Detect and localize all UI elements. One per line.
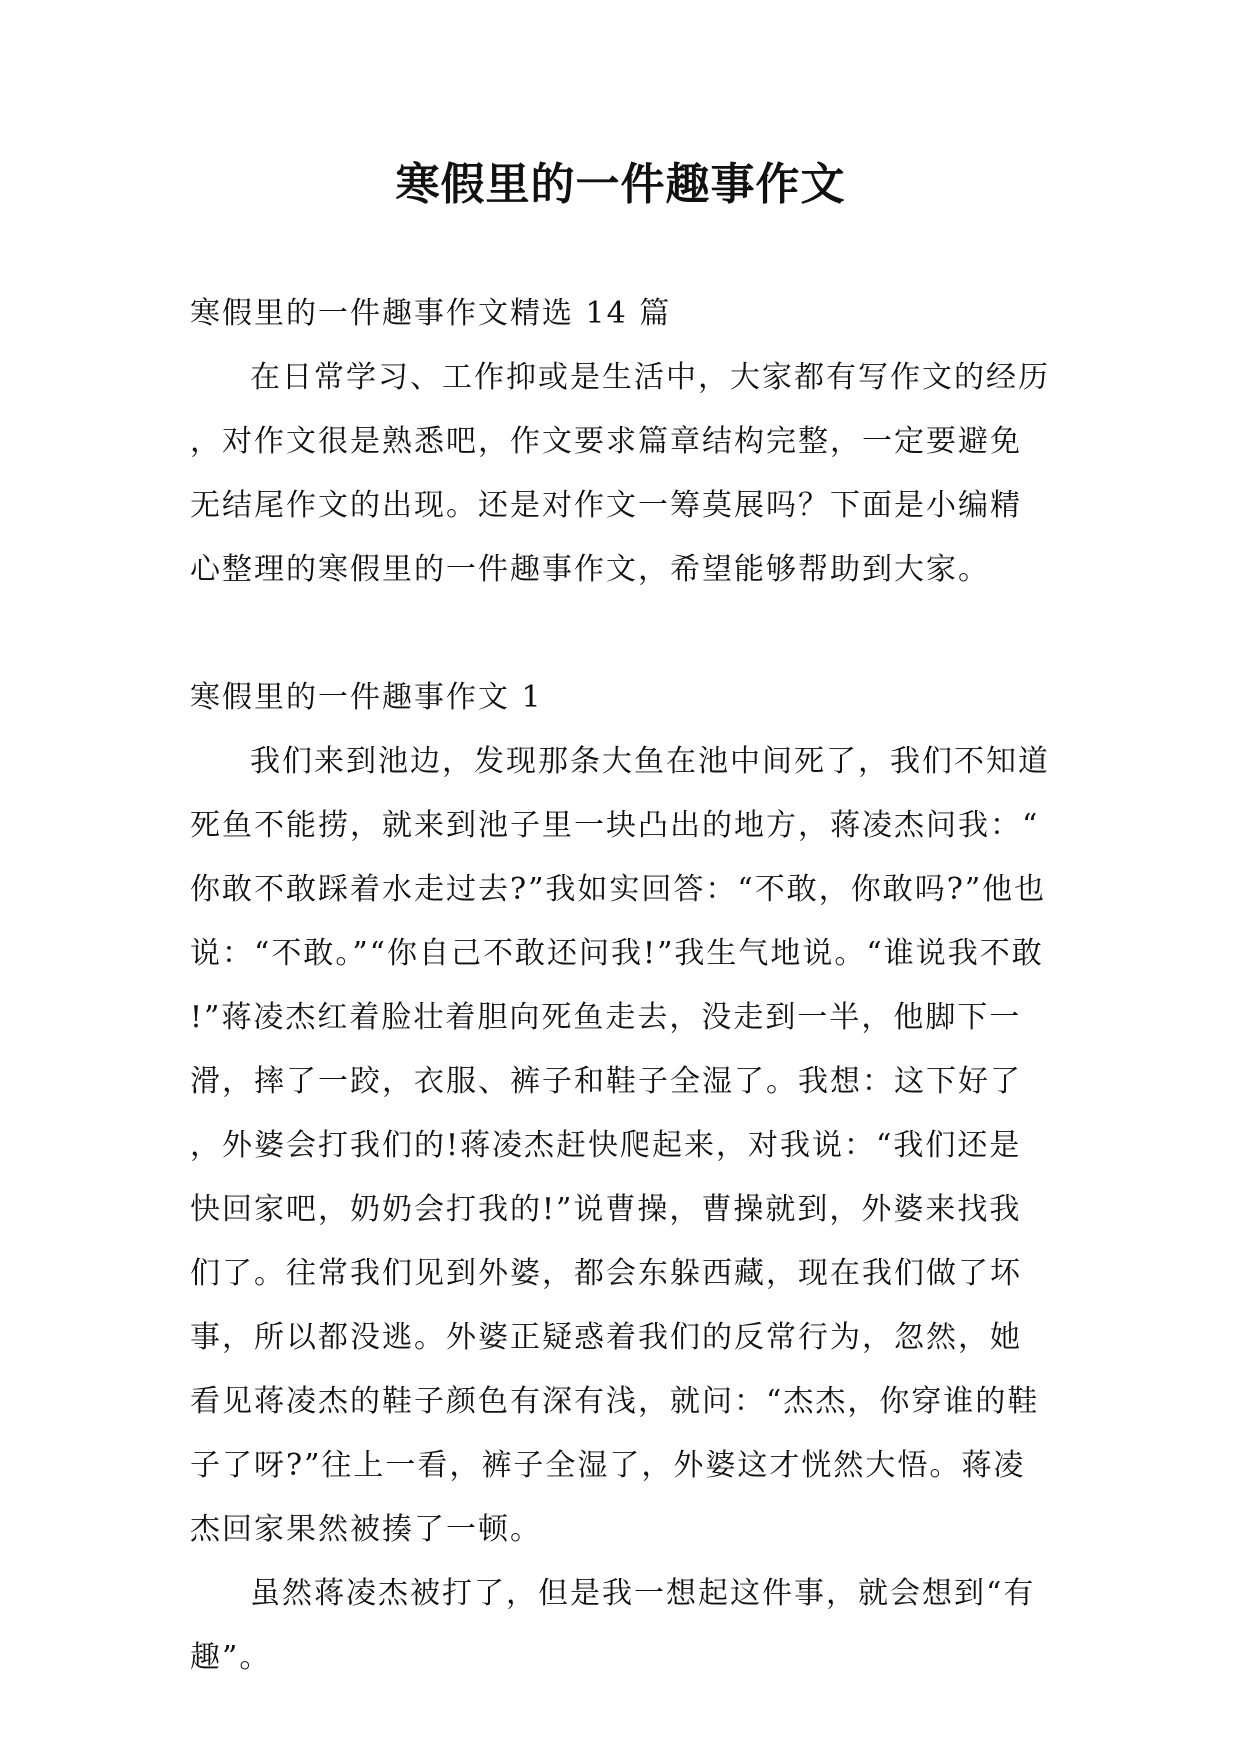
section-heading: 寒假里的一件趣事作文 1	[190, 680, 543, 715]
collection-subtitle: 寒假里的一件趣事作文精选 14 篇	[190, 296, 672, 331]
closing-paragraph: 虽然蒋凌杰被打了，但是我一想起这件事，就会想到“有趣”。	[190, 1576, 1036, 1675]
document-body	[190, 282, 1052, 1690]
intro-paragraph: 在日常学习、工作抑或是生活中，大家都有写作文的经历，对作文很是熟悉吧，作文要求篇章结构完整，一定要避免无结尾作文的出现。还是对作文一筹莫展吗？下面是小编精心整理的寒假里的一件趣事作文，希望能够帮助到大家。	[190, 360, 1050, 587]
document-title: 寒假里的一件趣事作文	[395, 159, 846, 210]
body-paragraph: 我们来到池边，发现那条大鱼在池中间死了，我们不知道死鱼不能捞，就来到池子里一块凸出的地方，蒋凌杰问我：“你敢不敢踩着水走过去?”我如实回答：“不敢，你敢吗?”他也说：“不敢。”“你自己不敢还问我!”我生气地说。“谁说我不敢!”蒋凌杰红着脸壮着胆向死鱼走去，没走到一半，他脚下一滑，摔了一跤，衣服、裤子和鞋子全湿了。我想：这下好了，外婆会打我们的!蒋凌杰赶快爬起来，对我说：“我们还是快回家吧，奶奶会打我的!”说曹操，曹操就到，外婆来找我们了。往常我们见到外婆，都会东躲西藏，现在我们做了坏事，所以都没逃。外婆正疑惑着我们的反常行为，忽然，她看见蒋凌杰的鞋子颜色有深有浅，就问：“杰杰，你穿谁的鞋子了呀?”往上一看，裤子全湿了，外婆这才恍然大悟。蒋凌杰回家果然被揍了一顿。	[190, 744, 1050, 1547]
section-spacer	[190, 602, 1052, 666]
